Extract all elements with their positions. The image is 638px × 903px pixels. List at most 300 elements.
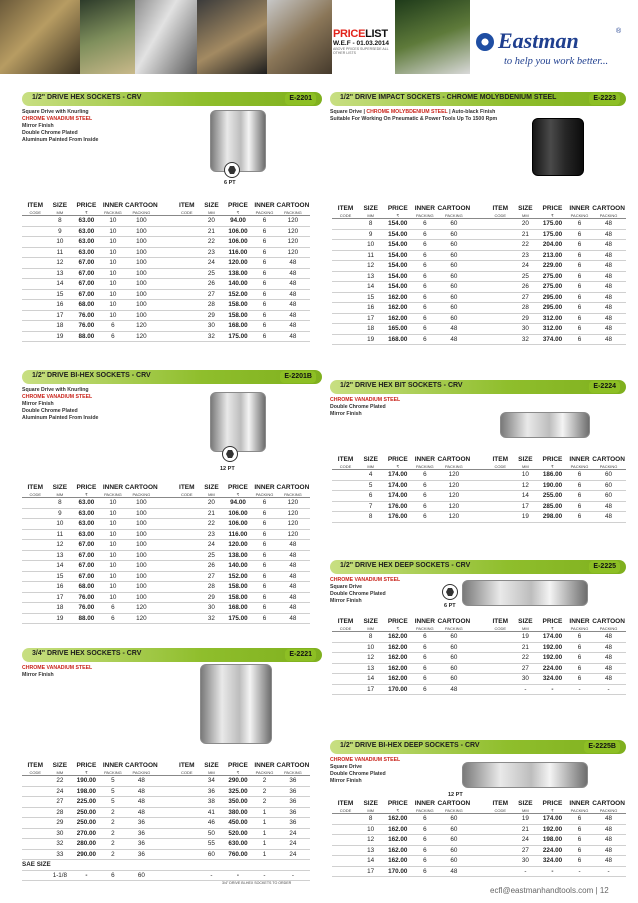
cell-item-code: [22, 561, 49, 572]
column-header-cartoon: [276, 484, 310, 498]
cell-gap: [158, 828, 173, 839]
cell-inner-packing: 6: [423, 513, 427, 520]
cell-size: 17: [367, 867, 375, 875]
column-header-label: SIZE: [52, 484, 68, 491]
column-header-label: PRICE: [228, 484, 248, 491]
column-header-label: ITEM: [27, 762, 44, 769]
column-header-cartoon: [124, 762, 158, 776]
cell-price: 186.00: [542, 471, 563, 478]
desc-line: Square Drive with Knurling: [22, 387, 89, 393]
cell-inner-packing: 6: [262, 248, 267, 256]
product-code-badge: E-2223: [589, 93, 620, 105]
cell-inner-packing: 6: [262, 290, 267, 298]
header-photo: [197, 0, 267, 74]
footer: [490, 886, 609, 895]
table-row: [22, 561, 310, 572]
cell-cartoon-packing: 60: [450, 241, 458, 248]
cell-gap: [471, 303, 486, 314]
desc-line: Mirror Finish: [22, 672, 54, 678]
cell-cartoon-packing: 48: [605, 283, 613, 290]
column-header-item: [332, 205, 359, 219]
cell-price: 295.00: [542, 293, 563, 301]
cell-cartoon-packing: 36: [137, 829, 145, 837]
column-header-sublabel: CODE: [494, 626, 507, 631]
desc-material: CHROME VANADIUM STEEL: [330, 757, 401, 763]
section-title: 1/2" DRIVE HEX BIT SOCKETS - CRV: [340, 382, 463, 389]
cell-item-code: [332, 470, 359, 481]
table-row: [332, 501, 626, 512]
cell-cartoon-packing: 100: [136, 520, 147, 527]
cell-price: 176.00: [388, 513, 408, 520]
column-header-sublabel: CODE: [29, 770, 42, 775]
cell-price: 162.00: [388, 643, 408, 651]
cell-cartoon-packing: 48: [605, 825, 613, 833]
cell-inner-packing: 2: [111, 840, 115, 847]
cell-cartoon-packing: 120: [448, 481, 460, 489]
cell-cartoon-packing: 24: [289, 850, 297, 858]
column-header-cartoon: [436, 800, 471, 814]
table-row: [22, 613, 310, 624]
cell-size: 30: [521, 675, 529, 682]
desc-line: Mirror Finish: [22, 401, 54, 407]
column-header-price: [382, 205, 413, 219]
cell-size: 5: [368, 481, 373, 489]
cell-cartoon-packing: 100: [136, 217, 147, 224]
desc-line: Mirror Finish: [22, 123, 54, 129]
table-row: [332, 866, 626, 877]
column-gap: [471, 800, 486, 814]
column-header-sublabel: PACKING: [444, 213, 463, 218]
column-header-label: INNER: [254, 762, 275, 769]
cell-size: 12: [56, 259, 64, 266]
cell-cartoon-packing: 120: [287, 227, 299, 235]
cell-price: 152.00: [228, 290, 248, 298]
cell-cartoon-packing: 48: [289, 562, 297, 569]
table-header-row: [22, 484, 310, 498]
column-header-item: [22, 762, 49, 776]
cell-item-code: [22, 258, 49, 269]
desc-line: Suitable For Working On Pneumatic & Power Tools Up To 1500 Rpm: [330, 116, 498, 122]
column-header-label: ITEM: [337, 456, 354, 463]
cell-item-code: [487, 663, 514, 674]
column-header-sublabel: PACKING: [255, 492, 274, 497]
cell-inner-packing: 6: [423, 304, 427, 311]
product-image-hex-socket: [210, 110, 266, 172]
cell-size: 14: [367, 283, 375, 290]
cell-item-code: [332, 653, 359, 664]
table-row: [332, 334, 626, 345]
cell-gap: [158, 279, 173, 290]
column-header-sublabel: PACKING: [132, 492, 151, 497]
cell-cartoon-packing: 36: [137, 819, 145, 826]
cell-inner-packing: 6: [262, 604, 267, 611]
column-header-sublabel: PACKING: [570, 808, 589, 813]
cell-item-code: [22, 540, 49, 551]
cell-item-code: [174, 797, 201, 808]
cell-price: 68.00: [78, 301, 95, 308]
cell-size: 30: [56, 829, 64, 837]
cell-gap: [471, 642, 486, 653]
cell-price: 154.00: [388, 220, 408, 227]
column-header-price: [382, 800, 413, 814]
cell-size: 9: [58, 227, 62, 235]
cell-size: 21: [521, 825, 529, 833]
cell-cartoon-packing: 48: [605, 251, 613, 259]
column-header-size: [359, 456, 382, 470]
cell-price: 198.00: [542, 836, 563, 843]
cell-price: 63.00: [78, 217, 95, 224]
cell-inner-packing: 6: [577, 293, 582, 301]
table-row: [332, 814, 626, 825]
column-header-sublabel: PACKING: [284, 770, 302, 775]
cell-cartoon-packing: 48: [605, 846, 613, 854]
cell-price: 154.00: [388, 251, 408, 259]
cell-cartoon-packing: 48: [605, 857, 613, 864]
cell-item-code: [22, 839, 49, 850]
column-header-size: [200, 484, 223, 498]
point-label: 6 PT: [444, 603, 456, 609]
cell-size: 27: [521, 664, 529, 672]
cell-cartoon-packing: 60: [450, 857, 458, 864]
cell-inner-packing: 6: [577, 654, 582, 661]
column-header-sublabel: ₹: [85, 770, 88, 775]
cell-price: 106.00: [228, 509, 248, 517]
cell-inner-packing: 10: [109, 593, 117, 601]
cell-inner-packing: 6: [423, 654, 427, 661]
column-header-sublabel: PACKING: [104, 492, 122, 497]
cell-inner-packing: 6: [262, 551, 267, 559]
column-header-sublabel: CODE: [339, 464, 352, 469]
cell-inner-packing: 6: [262, 572, 267, 580]
column-header-sublabel: PACKING: [444, 626, 463, 631]
cell-size: 32: [207, 332, 215, 340]
cell-price: 106.00: [228, 520, 248, 527]
column-header-label: PRICE: [542, 205, 563, 212]
cell-price: 225.00: [76, 798, 97, 805]
column-header-price: [223, 202, 253, 216]
cell-cartoon-packing: 48: [605, 513, 613, 520]
cell-gap: [158, 807, 173, 818]
cell-price: 94.00: [230, 499, 246, 506]
column-header-label: INNER: [569, 800, 590, 807]
cell-price: 63.00: [78, 520, 95, 527]
column-header-price: [71, 762, 101, 776]
socket-shape: [532, 118, 584, 176]
column-header-label: SIZE: [204, 202, 219, 209]
cell-size: 24: [521, 262, 529, 269]
cell-item-code: [487, 271, 514, 282]
cell-inner-packing: 5: [111, 777, 115, 784]
cell-size: 41: [207, 808, 215, 816]
cell-price: 138.00: [228, 551, 248, 559]
cell-gap: [158, 839, 173, 850]
price-list-badge: [333, 28, 395, 55]
cell-size: 12: [367, 262, 375, 269]
cell-cartoon-packing: 120: [448, 502, 460, 510]
column-header-label: INNER: [102, 762, 124, 769]
cell-item-code: [487, 653, 514, 664]
cell-inner-packing: 6: [262, 509, 267, 517]
cell-cartoon-packing: 48: [289, 583, 297, 590]
cell-inner-packing: 10: [109, 572, 117, 580]
table-row: [22, 849, 310, 860]
column-header-price: [382, 618, 413, 632]
cell-inner-packing: 6: [262, 238, 267, 245]
column-header-label: SIZE: [518, 456, 533, 463]
column-header-sublabel: MM: [367, 464, 375, 469]
column-header-sublabel: ₹: [236, 492, 240, 497]
column-header-sublabel: ₹: [551, 464, 554, 469]
cell-size: 29: [521, 314, 529, 322]
column-header-label: INNER: [414, 618, 435, 625]
cell-size: 9: [58, 509, 62, 517]
column-header-sublabel: PACKING: [570, 213, 589, 218]
cell-inner-packing: 6: [423, 220, 427, 227]
cell-size: -: [524, 867, 527, 875]
cell-price: 154.00: [388, 230, 408, 238]
desc-material: CHROME VANADIUM STEEL: [22, 116, 93, 122]
cell-item-code: [332, 282, 359, 293]
table-row: [332, 250, 626, 261]
cell-price: 67.00: [78, 572, 95, 580]
cell-price: 67.00: [78, 551, 95, 559]
cell-item-code: [332, 491, 359, 502]
cell-size: 19: [521, 513, 529, 520]
table-row: [22, 300, 310, 311]
cell-inner-packing: 10: [109, 551, 117, 559]
cell-cartoon-packing: 48: [137, 798, 145, 805]
cell-size: 11: [367, 251, 374, 259]
cell-inner-packing: 6: [111, 871, 115, 879]
cell-gap: [158, 529, 173, 540]
cell-item-code: [487, 470, 514, 481]
cell-item-code: [332, 866, 359, 877]
cell-inner-packing: 6: [262, 280, 267, 287]
column-header-label: SIZE: [363, 618, 378, 625]
cell-cartoon-packing: 100: [136, 311, 147, 319]
socket-shape: [200, 664, 272, 744]
cell-gap: [471, 845, 486, 856]
cell-cartoon-packing: 48: [289, 290, 297, 298]
cell-gap: [158, 300, 173, 311]
cell-gap: [471, 229, 486, 240]
cell-inner-packing: 10: [109, 583, 117, 590]
cell-price: 63.00: [78, 499, 95, 506]
cell-gap: [471, 219, 486, 230]
column-header-sublabel: ₹: [85, 492, 88, 497]
cell-size: 20: [207, 217, 215, 224]
cell-gap: [158, 776, 173, 787]
cell-price: 162.00: [388, 675, 408, 682]
column-gap: [471, 456, 486, 470]
cell-gap: [158, 508, 173, 519]
column-header-sublabel: PACKING: [104, 210, 122, 215]
brand-name: Eastman: [498, 28, 579, 53]
column-header-label: INNER: [569, 205, 590, 212]
cell-cartoon-packing: 48: [450, 685, 458, 693]
cell-price: 76.00: [78, 593, 95, 601]
table-row: [332, 303, 626, 314]
cell-inner-packing: 6: [577, 815, 582, 822]
table-row: [332, 653, 626, 664]
cell-item-code: [174, 839, 201, 850]
cell-gap: [158, 561, 173, 572]
column-header-label: CARTOON: [276, 202, 310, 209]
cell-item-code: [332, 814, 359, 825]
cell-item-code: [174, 603, 201, 614]
cell-item-code: [174, 279, 201, 290]
point-label: 6 PT: [224, 180, 236, 186]
cell-size: 34: [207, 777, 215, 784]
section-header-bar: [22, 92, 322, 106]
desc-line: [330, 109, 626, 116]
column-header-inner: [413, 800, 436, 814]
cell-cartoon-packing: 48: [605, 335, 613, 343]
cell-cartoon-packing: 48: [605, 675, 613, 682]
cell-size: 17: [367, 314, 375, 322]
cell-price: 312.00: [542, 325, 563, 332]
column-header-label: PRICE: [228, 202, 248, 209]
cell-size: 28: [207, 301, 215, 308]
cell-item-code: [22, 529, 49, 540]
cell-item-code: [487, 491, 514, 502]
desc-material: CHROME VANADIUM STEEL: [330, 397, 401, 403]
cell-price: -: [85, 871, 88, 879]
column-header-label: ITEM: [337, 618, 354, 625]
cell-size: 8: [368, 513, 373, 520]
cell-inner-packing: 6: [262, 530, 267, 538]
cell-size: 16: [56, 301, 64, 308]
table-row: [332, 856, 626, 867]
section-header-bar: [330, 92, 626, 106]
cell-item-code: [22, 828, 49, 839]
cell-price: 67.00: [78, 259, 95, 266]
column-header-label: PRICE: [76, 762, 97, 769]
cell-cartoon-packing: 36: [289, 787, 297, 795]
column-header-label: ITEM: [27, 484, 44, 491]
column-header-size: [359, 205, 382, 219]
table-row: [22, 540, 310, 551]
desc-line: Square Drive with Knurling: [22, 109, 89, 115]
table-row: [22, 603, 310, 614]
table-row: [22, 310, 310, 321]
cell-cartoon-packing: 120: [448, 492, 460, 499]
column-header-label: INNER: [414, 205, 435, 212]
cell-item-code: [332, 313, 359, 324]
column-header-label: ITEM: [179, 484, 195, 491]
column-header-sublabel: PACKING: [415, 808, 434, 813]
cell-size: 18: [56, 604, 64, 611]
column-header-label: CARTOON: [437, 618, 471, 625]
column-header-sublabel: CODE: [181, 492, 193, 497]
cell-cartoon-packing: 48: [605, 314, 613, 322]
section-title: 1/2" DRIVE HEX SOCKETS - CRV: [32, 94, 142, 101]
column-header-label: SIZE: [363, 205, 378, 212]
column-header-label: INNER: [569, 618, 590, 625]
column-gap: [471, 205, 486, 219]
cell-item-code: [22, 603, 49, 614]
cell-cartoon-packing: 24: [289, 829, 297, 837]
column-header-inner: [568, 205, 591, 219]
column-header-label: INNER: [414, 456, 435, 463]
cell-gap: [158, 603, 173, 614]
cell-cartoon-packing: 48: [289, 301, 297, 308]
cell-cartoon-packing: 100: [136, 259, 147, 266]
cell-item-code: [332, 229, 359, 240]
cell-price: 162.00: [388, 857, 408, 864]
column-header-sublabel: MM: [367, 626, 375, 631]
cell-size: 18: [56, 322, 64, 329]
column-header-price: [537, 800, 568, 814]
desc-line: Double Chrome Plated: [330, 404, 386, 410]
cell-inner-packing: 6: [111, 332, 115, 340]
cell-item-code: [174, 571, 201, 582]
table-row: [22, 550, 310, 561]
cell-price: 175.00: [228, 614, 248, 622]
cell-gap: [158, 786, 173, 797]
column-header-label: CARTOON: [276, 484, 310, 491]
cell-inner-packing: 1: [262, 850, 267, 858]
cell-item-code: [332, 303, 359, 314]
cell-cartoon-packing: 120: [448, 513, 460, 520]
column-header-cartoon: [591, 456, 626, 470]
cell-item-code: [22, 776, 49, 787]
cell-inner-packing: 6: [262, 259, 267, 266]
cell-price: 170.00: [388, 867, 408, 875]
table-row: [332, 491, 626, 502]
section-e2201: [22, 92, 322, 144]
cell-item-code: [332, 684, 359, 695]
cell-item-code: [174, 786, 201, 797]
cell-size: 20: [207, 499, 215, 506]
column-header-sublabel: PACKING: [444, 464, 463, 469]
price-table-e2223: [332, 205, 626, 345]
footer-email[interactable]: ecfl@eastmanhandtools.com: [490, 886, 594, 895]
column-header-sublabel: CODE: [339, 626, 352, 631]
cell-item-code: [332, 663, 359, 674]
cell-inner-packing: 6: [262, 562, 267, 569]
cell-inner-packing: 10: [109, 259, 117, 266]
cell-price: 285.00: [542, 502, 563, 510]
cell-size: 15: [56, 572, 64, 580]
cell-cartoon-packing: 48: [289, 551, 297, 559]
cell-cartoon-packing: -: [607, 867, 610, 875]
cell-item-code: [22, 268, 49, 279]
cell-item-code: [22, 289, 49, 300]
column-header-sublabel: PACKING: [284, 492, 302, 497]
cell-price: 192.00: [542, 654, 563, 661]
table-row: [22, 592, 310, 603]
cell-cartoon-packing: 36: [137, 850, 145, 858]
cell-gap: [158, 613, 173, 624]
column-header-label: PRICE: [76, 484, 97, 491]
header-photo: [80, 0, 135, 74]
cell-inner-packing: 10: [109, 301, 117, 308]
cell-item-code: [22, 247, 49, 258]
cell-inner-packing: 6: [423, 633, 427, 640]
cell-cartoon-packing: 100: [136, 593, 147, 601]
cell-item-code: [174, 321, 201, 332]
cell-size: 14: [521, 492, 529, 499]
cell-cartoon-packing: 48: [605, 230, 613, 238]
cell-item-code: [22, 216, 49, 227]
cell-cartoon-packing: 100: [136, 562, 147, 569]
table-row: [22, 268, 310, 279]
point-label: 12 PT: [220, 466, 235, 472]
cell-inner-packing: 5: [111, 787, 115, 795]
column-header-inner: [102, 762, 125, 776]
column-header-size: [49, 762, 72, 776]
